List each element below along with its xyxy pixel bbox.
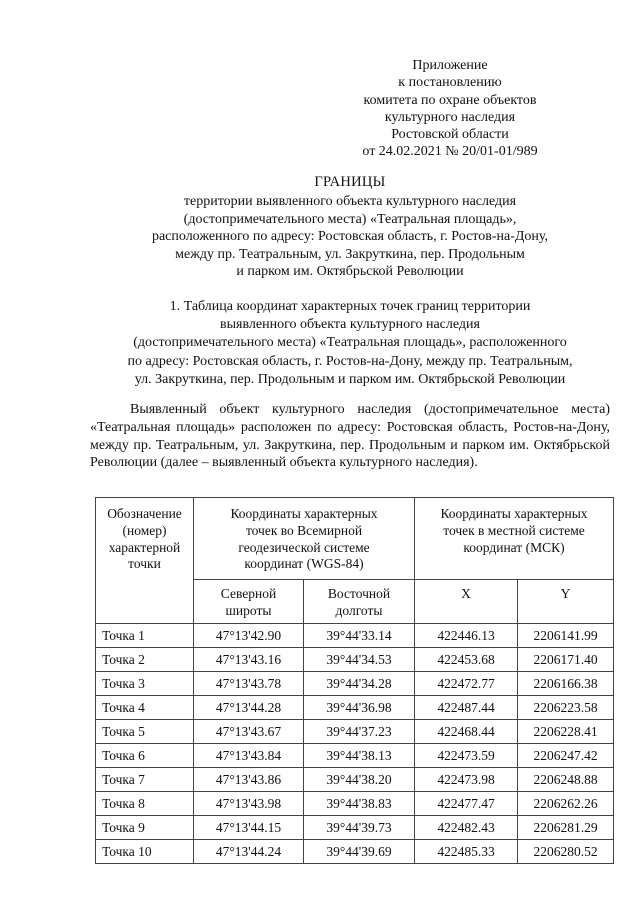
longitude-cell: 39°44'38.20 <box>304 768 415 792</box>
y-coordinate-cell: 2206280.52 <box>518 840 614 864</box>
latitude-cell: 47°13'44.24 <box>194 840 304 864</box>
appendix-line: Ростовской области <box>391 127 509 143</box>
point-name-cell: Точка 9 <box>96 816 194 840</box>
table-row <box>96 816 614 840</box>
appendix-line: к постановлению <box>398 75 502 91</box>
table-row <box>96 792 614 816</box>
subtitle-line: и парком им. Октябрьской Революции <box>236 264 464 279</box>
subtitle-line: между пр. Театральным, ул. Закруткина, пер. Продольным <box>175 246 525 262</box>
table-row <box>96 624 614 648</box>
point-name-cell: Точка 7 <box>96 768 194 792</box>
appendix-line: от 24.02.2021 № 20/01-01/989 <box>362 144 538 160</box>
x-coordinate-cell: 422468.44 <box>415 720 518 744</box>
y-coordinate-cell: 2206171.40 <box>518 648 614 672</box>
table-row <box>96 648 614 672</box>
y-coordinate-cell: 2206248.88 <box>518 768 614 792</box>
table-caption-line: 1. Таблица координат характерных точек границ территории <box>169 299 531 314</box>
point-name-cell: Точка 4 <box>96 696 194 720</box>
x-coordinate-cell: 422453.68 <box>415 648 518 672</box>
latitude-cell: 47°13'44.28 <box>194 696 304 720</box>
subtitle-line: (достопримечательного места) «Театральная площадь», <box>183 211 517 227</box>
table-caption-line: по адресу: Ростовская область, г. Ростов-на-Дону, между пр. Театральным, <box>127 353 573 369</box>
y-coordinate-cell: 2206262.26 <box>518 792 614 816</box>
table-caption-line: ул. Закруткина, пер. Продольным и парком им. Октябрьской Революции <box>134 371 566 387</box>
document-title: ГРАНИЦЫ <box>314 174 386 190</box>
x-coordinate-cell: 422473.98 <box>415 768 518 792</box>
header-y: Y <box>518 580 614 624</box>
header-wgs84: Координаты характерных точек во Всемирной геодезической системе координат (WGS-84) <box>194 498 415 580</box>
appendix-line: культурного наследия <box>384 109 516 125</box>
subtitle-line: расположенного по адресу: Ростовская область, г. Ростов-на-Дону, <box>151 229 549 244</box>
x-coordinate-cell: 422485.33 <box>415 840 518 864</box>
appendix-line: Приложение <box>412 58 488 73</box>
x-coordinate-cell: 422446.13 <box>415 624 518 648</box>
body-paragraph: Выявленный объект культурного наследия (достопримечательное места) «Театральная площадь» расположен по адресу: Ростовская область, Ростов-на-Дону, между пр. Театральным, ул. Закруткина, пер. Продольным и парком им. Октябрьской Революции (далее – выявленный объекта культурного наследия). <box>90 402 610 471</box>
latitude-cell: 47°13'43.86 <box>194 768 304 792</box>
y-coordinate-cell: 2206223.58 <box>518 696 614 720</box>
subtitle-line: территории выявленного объекта культурного наследия <box>183 194 517 209</box>
table-row <box>96 768 614 792</box>
longitude-cell: 39°44'37.23 <box>304 720 415 744</box>
longitude-cell: 39°44'38.83 <box>304 792 415 816</box>
point-name-cell: Точка 2 <box>96 648 194 672</box>
x-coordinate-cell: 422473.59 <box>415 744 518 768</box>
header-east-longitude: Восточной долготы <box>304 580 415 624</box>
x-coordinate-cell: 422472.77 <box>415 672 518 696</box>
longitude-cell: 39°44'34.53 <box>304 648 415 672</box>
longitude-cell: 39°44'38.13 <box>304 744 415 768</box>
point-name-cell: Точка 8 <box>96 792 194 816</box>
y-coordinate-cell: 2206247.42 <box>518 744 614 768</box>
y-coordinate-cell: 2206141.99 <box>518 624 614 648</box>
appendix-line: комитета по охране объектов <box>363 92 537 108</box>
point-name-cell: Точка 10 <box>96 840 194 864</box>
table-row <box>96 672 614 696</box>
x-coordinate-cell: 422487.44 <box>415 696 518 720</box>
point-name-cell: Точка 3 <box>96 672 194 696</box>
latitude-cell: 47°13'43.67 <box>194 720 304 744</box>
x-coordinate-cell: 422477.47 <box>415 792 518 816</box>
latitude-cell: 47°13'43.78 <box>194 672 304 696</box>
longitude-cell: 39°44'34.28 <box>304 672 415 696</box>
table-row <box>96 840 614 864</box>
appendix-block <box>300 57 600 161</box>
point-name-cell: Точка 6 <box>96 744 194 768</box>
header-msk: Координаты характерных точек в местной системе координат (МСК) <box>415 498 614 580</box>
table-row <box>96 744 614 768</box>
header-north-latitude: Северной широты <box>194 580 304 624</box>
point-name-cell: Точка 5 <box>96 720 194 744</box>
table-caption-line: выявленного объекта культурного наследия <box>220 317 480 333</box>
longitude-cell: 39°44'36.98 <box>304 696 415 720</box>
longitude-cell: 39°44'39.69 <box>304 840 415 864</box>
table-row <box>96 720 614 744</box>
latitude-cell: 47°13'44.15 <box>194 816 304 840</box>
x-coordinate-cell: 422482.43 <box>415 816 518 840</box>
header-x: X <box>415 580 518 624</box>
header-point-id: Обозначение (номер) характерной точки <box>96 498 194 624</box>
latitude-cell: 47°13'43.16 <box>194 648 304 672</box>
y-coordinate-cell: 2206228.41 <box>518 720 614 744</box>
coordinates-table <box>95 497 614 864</box>
y-coordinate-cell: 2206281.29 <box>518 816 614 840</box>
latitude-cell: 47°13'42.90 <box>194 624 304 648</box>
longitude-cell: 39°44'39.73 <box>304 816 415 840</box>
document-subtitle <box>0 193 640 281</box>
table-caption <box>0 298 640 389</box>
latitude-cell: 47°13'43.84 <box>194 744 304 768</box>
longitude-cell: 39°44'33.14 <box>304 624 415 648</box>
table-caption-line: (достопримечательного места) «Театральная площадь», расположенного <box>133 335 567 351</box>
y-coordinate-cell: 2206166.38 <box>518 672 614 696</box>
table-row <box>96 696 614 720</box>
point-name-cell: Точка 1 <box>96 624 194 648</box>
latitude-cell: 47°13'43.98 <box>194 792 304 816</box>
